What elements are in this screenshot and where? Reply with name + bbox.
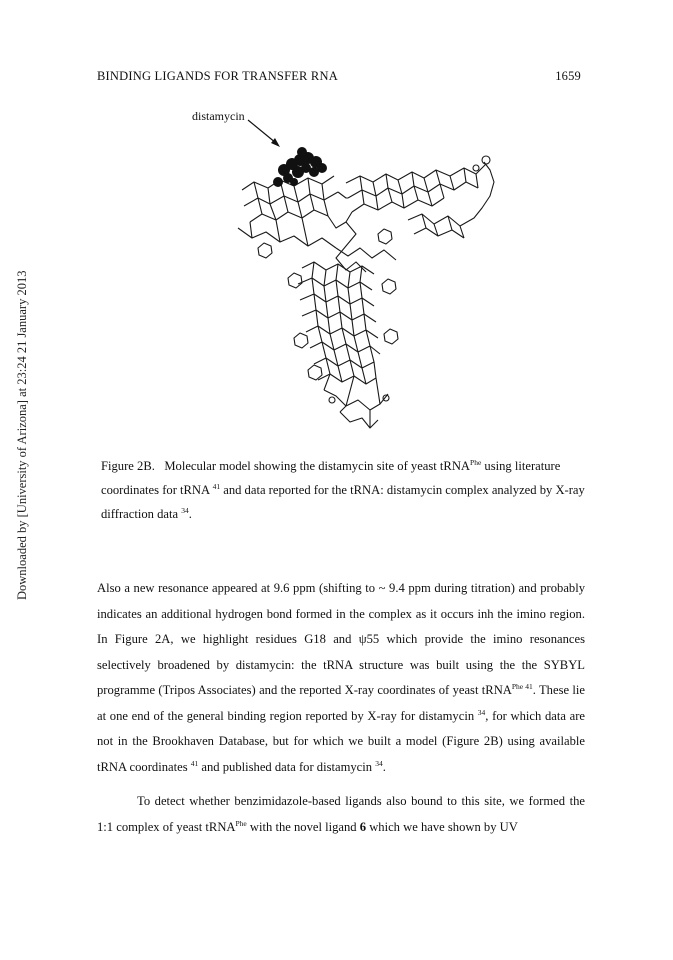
caption-text: using literature coordinates for tRNA xyxy=(101,459,561,497)
citation-ref: 34 xyxy=(181,506,189,515)
page-number: 1659 xyxy=(555,69,581,83)
paragraph-text: Also a new resonance appeared at 9.6 ppm (shifting to ~ 9.4 ppm during titration) and probably indicates an additional hydrogen bond formed in the complex as it occurs inh the imino region. In Figure 2A, we highlight residues G18 and ψ55 which provide the imino resonances selectively broadened by distamycin: the tRNA structure was built using the the SYBYL programme (Tripos Associates) and the reported X-ray coordinates of yeast tRNA xyxy=(97,581,585,697)
paragraph-text: . xyxy=(382,759,386,774)
paragraph-text: with the novel ligand xyxy=(246,819,360,834)
caption-text: . xyxy=(188,507,192,521)
caption-label: Figure 2B. xyxy=(101,459,155,473)
superscript: Phe xyxy=(235,818,247,828)
superscript: Phe xyxy=(470,458,482,467)
caption-text: Molecular model showing the distamycin site of yeast tRNA xyxy=(164,459,471,473)
download-watermark: Downloaded by [University of Arizona] at 23:24 21 January 2013 xyxy=(15,270,29,600)
citation-ref: 41 xyxy=(190,758,199,768)
figure-caption xyxy=(101,454,587,526)
distamycin-label: distamycin xyxy=(192,109,245,123)
paragraph-text: . These lie at one end of the general binding region reported by X-ray for distamycin xyxy=(97,683,585,723)
citation-ref: 41 xyxy=(212,482,221,491)
distamycin-spheres xyxy=(273,147,327,187)
paragraph-text: , for which data are not in the Brookhaven Database, but for which we built a model (Figure 2B) using available tRNA coordinates xyxy=(97,708,585,774)
paragraph-2 xyxy=(97,789,585,840)
trna-molecular-model xyxy=(228,138,498,438)
caption-text: and data reported for the tRNA: distamycin complex analyzed by X-ray diffraction data xyxy=(101,483,585,521)
paragraph-text: To detect whether benzimidazole-based ligands also bound to this site, we formed the 1:1 complex of yeast tRNA xyxy=(97,794,585,834)
paragraph-text: and published data for distamycin xyxy=(198,759,376,774)
citation-ref: 34 xyxy=(477,707,486,717)
superscript: Phe 41 xyxy=(511,682,533,691)
body-text xyxy=(97,576,585,840)
paragraph-text: which we have shown by UV xyxy=(366,819,518,834)
running-title: BINDING LIGANDS FOR TRANSFER RNA xyxy=(97,69,338,83)
ligand-number: 6 xyxy=(359,819,367,834)
citation-ref: 34 xyxy=(375,758,383,768)
paragraph-1 xyxy=(97,576,585,780)
